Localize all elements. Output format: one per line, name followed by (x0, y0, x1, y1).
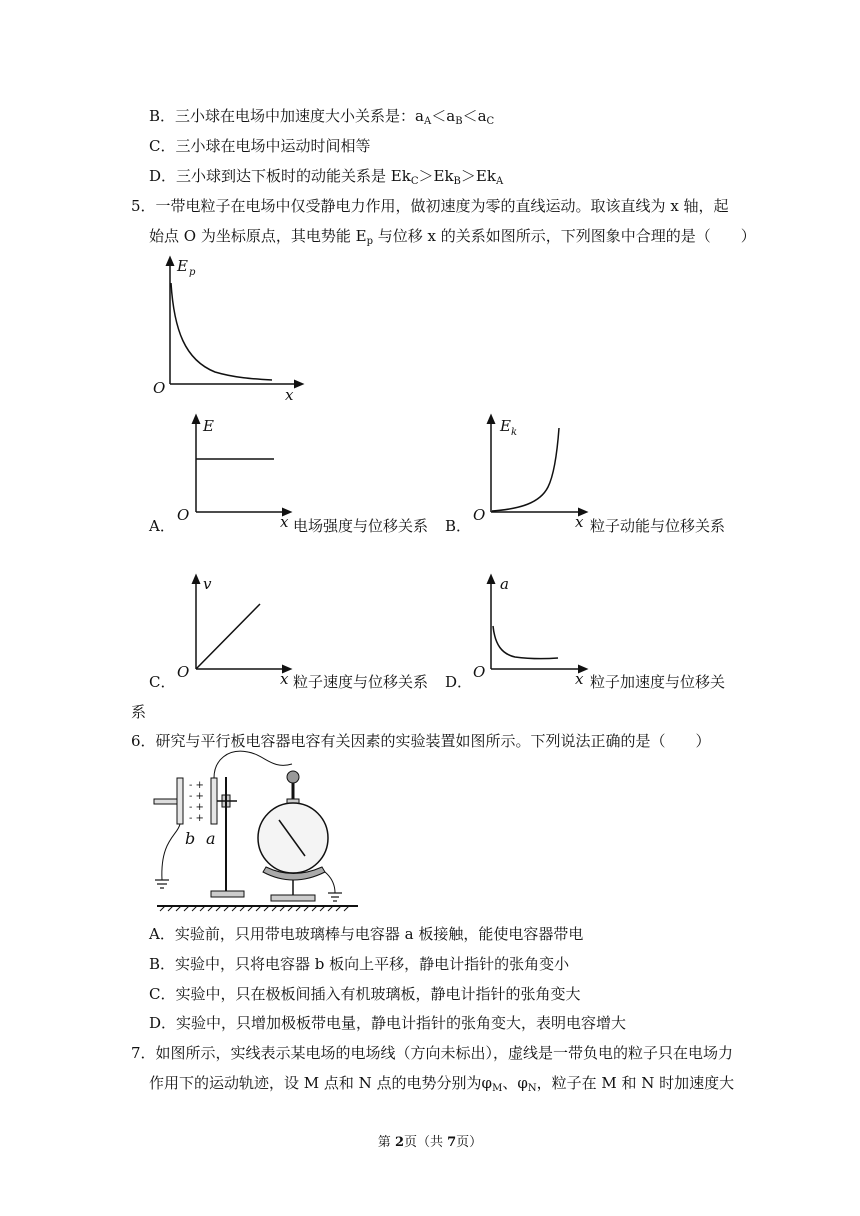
svg-text:O: O (153, 379, 166, 397)
svg-text:O: O (177, 506, 190, 524)
svg-text:O: O (473, 506, 486, 524)
option-c-caption: 粒子速度与位移关系 (293, 673, 429, 691)
q6-option-c: C．实验中，只在极板间插入有机玻璃板，静电计指针的张角变大 (149, 985, 581, 1003)
svg-text:E: E (203, 417, 214, 435)
option-b-letter: B． (445, 517, 472, 535)
option-b-caption: 粒子动能与位移关系 (590, 517, 726, 535)
electrometer-needle (279, 820, 305, 856)
plate-b (177, 778, 183, 824)
svg-text:- +: - + (189, 791, 204, 802)
svg-text:O: O (177, 663, 190, 681)
stand-base (211, 891, 244, 897)
option-d-letter: D． (445, 673, 473, 691)
page-number: 2 (394, 1135, 404, 1150)
svg-text:- +: - + (189, 780, 204, 791)
option-c-graph (177, 575, 289, 688)
svg-text:O: O (473, 663, 486, 681)
option-a-letter: A． (149, 517, 175, 535)
plate-b-label: b (185, 829, 196, 848)
q7-stem-line1: 7．如图所示，实线表示某电场的电场线（方向未标出），虚线是一带负电的粒子只在电场力 (131, 1044, 734, 1062)
electrometer-knob (287, 771, 299, 783)
page-footer: 第 2页（共 7页） (377, 1135, 483, 1150)
option-d-caption-wrap: 系 (131, 703, 147, 721)
q5-stem-line2: 始点 O 为坐标原点，其电势能 $E_p$ 与位移 x 的关系如图所示，下列图象中合理的是（ ） (149, 227, 756, 247)
svg-text:- +: - + (189, 802, 204, 813)
q4-option-d: D．三小球到达下板时的动能关系是 $Ek_C>Ek_B>Ek_A$ (149, 167, 504, 187)
option-a-caption: 电场强度与位移关系 (293, 517, 429, 535)
svg-text:a: a (500, 575, 509, 593)
svg-text:x: x (285, 386, 294, 404)
svg-text:v: v (203, 575, 212, 593)
q6-option-a: A．实验前，只用带电玻璃棒与电容器 a 板接触，能使电容器带电 (149, 925, 584, 943)
v-line (196, 604, 260, 669)
plate-b-rod (154, 799, 178, 804)
svg-text:x: x (280, 670, 289, 688)
ep-axis-label: E (177, 257, 188, 275)
svg-text:x: x (280, 513, 289, 531)
q5-stem-line1: 5．一带电粒子在电场中仅受静电力作用，做初速度为零的直线运动。取该直线为 x 轴，起 (131, 197, 729, 215)
svg-text:x: x (575, 513, 584, 531)
q6-option-d: D．实验中，只增加极板带电量，静电计指针的张角变大，表明电容增大 (149, 1014, 627, 1032)
page-total: 7 (447, 1135, 457, 1150)
option-c-letter: C． (149, 673, 176, 691)
svg-text:k: k (511, 427, 518, 438)
q4-option-c: C．三小球在电场中运动时间相等 (149, 137, 371, 155)
ep-curve (171, 283, 272, 380)
option-a-graph (177, 417, 289, 531)
ep-x-graph (153, 257, 300, 404)
option-d-caption: 粒子加速度与位移关 (590, 673, 726, 691)
plate-a (211, 778, 217, 824)
q6-stem: 6．研究与平行板电容器电容有关因素的实验装置如图所示。下列说法正确的是（ ） (131, 732, 711, 750)
q6-option-b: B．实验中，只将电容器 b 板向上平移，静电计指针的张角变小 (149, 955, 570, 973)
ek-curve (492, 428, 559, 511)
q4-option-b: B．三小球在电场中加速度大小关系是：$a_A<a_B<a_C$ (149, 107, 495, 127)
svg-text:p: p (189, 267, 196, 278)
plate-a-label: a (206, 829, 216, 848)
electrometer-case (258, 803, 328, 873)
q7-stem-line2: 作用下的运动轨迹，设 M 点和 N 点的电势分别为$\varphi_M$、$\varphi_N$，粒子在 M 和 N 时加速度大 (149, 1074, 735, 1094)
option-b-graph (473, 417, 584, 531)
option-d-graph (473, 575, 584, 688)
svg-text:x: x (575, 670, 584, 688)
a-curve (493, 626, 558, 659)
svg-text:- +: - + (189, 813, 204, 824)
svg-text:E: E (500, 417, 511, 435)
